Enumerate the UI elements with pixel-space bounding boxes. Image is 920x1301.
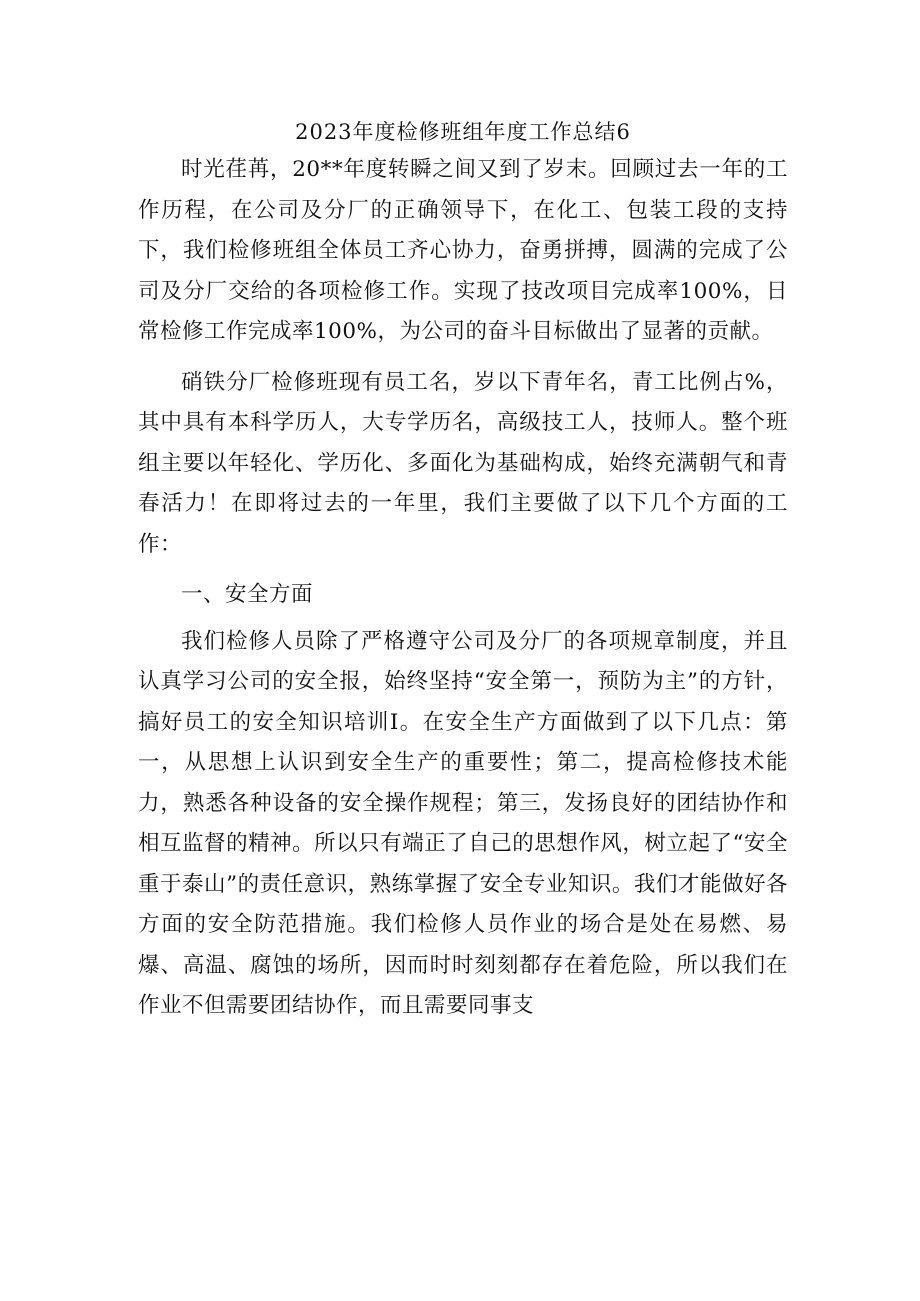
section-heading-safety: 一、安全方面: [181, 582, 314, 607]
document-page: [138, 112, 788, 1027]
paragraph-team: 硝铁分厂检修班现有员工名，岁以下青年名，青工比例占%，其中具有本科学历人，大专学历名，高级技工人，技师人。整个班组主要以年轻化、学历化、多面化为基础构成，始终充满朝气和青春活力！在即将过去的一年里，我们主要做了以下几个方面的工作：: [138, 369, 788, 557]
document-title: 2023年度检修班组年度工作总结6: [295, 120, 631, 144]
paragraph-safety: 我们检修人员除了严格遵守公司及分厂的各项规章制度，并且认真学习公司的安全报，始终坚持“安全第一，预防为主”的方针，搞好员工的安全知识培训I。在安全生产方面做到了以下几点：第一，从思想上认识到安全生产的重要性；第二，提高检修技术能力，熟悉各种设备的安全操作规程；第三，发扬良好的团结协作和相互监督的精神。所以只有端正了自己的思想作风，树立起了“安全重于泰山”的责任意识，熟练掌握了安全专业知识。我们才能做好各方面的安全防范措施。我们检修人员作业的场合是处在易燃、易爆、高温、腐蚀的场所，因而时时刻刻都存在着危险，所以我们在作业不但需要团结协作，而且需要同事支: [138, 628, 788, 1018]
paragraph-intro: 时光荏苒，20**年度转瞬之间又到了岁末。回顾过去一年的工作历程，在公司及分厂的正确领导下，在化工、包装工段的支持下，我们检修班组全体员工齐心协力，奋勇拼搏，圆满的完成了公司及分厂交给的各项检修工作。实现了技改项目完成率100%，日常检修工作完成率100%，为公司的奋斗目标做出了显著的贡献。: [138, 157, 788, 344]
